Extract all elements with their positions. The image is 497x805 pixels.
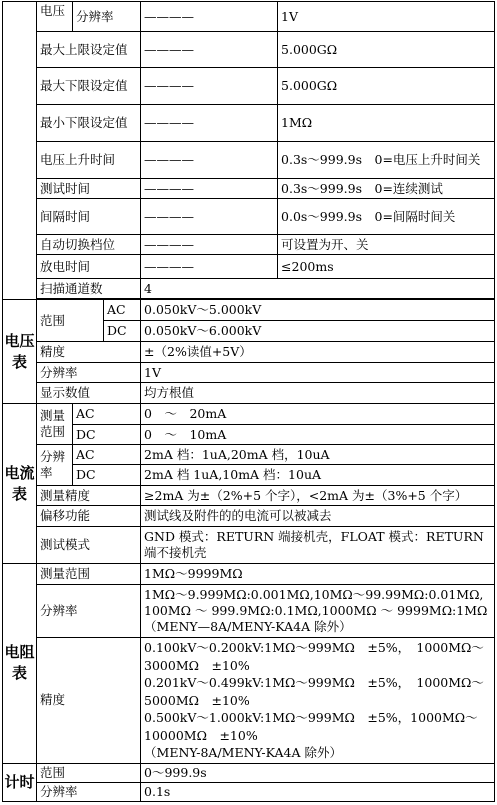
timer-resolution-value: 0.1s [141,782,495,801]
output-dash-max-upper: ———— [141,32,278,68]
ammeter-range-dc-value: 0 ～ 10mA [141,425,495,445]
ammeter-range-ac-label: AC [73,404,141,425]
voltmeter-range-label: 范围 [37,300,104,342]
output-dash-rise-time: ———— [141,142,278,179]
output-label-scan-channels: 扫描通道数 [37,279,141,299]
output-value-resolution: 1V [278,2,495,32]
resistance-acc-line-1: 0.100kV～0.200kV:1MΩ～999MΩ ±5%， 1000MΩ～ [144,640,484,655]
section-resistance: 电阻表 [3,564,37,764]
ammeter-range-ac-value: 0 ～ 20mA [141,404,495,425]
resistance-acc-line-2: 3000MΩ ±10% [144,657,250,673]
ammeter-range-label: 测量范围 [37,404,73,445]
voltage-group-label: 电压 [37,2,73,32]
output-label-resolution: 分辨率 [73,2,141,32]
output-dash-resolution: ———— [141,2,278,32]
ammeter-resolution-label: 分辨率 [37,445,73,486]
resistance-acc-line-3: 0.201kV～0.499kV:1MΩ～999MΩ ±5%， 1000MΩ～ [144,675,484,690]
spec-table [2,1,495,802]
output-label-interval: 间隔时间 [37,199,141,235]
resistance-range-value: 1MΩ～9999MΩ [141,564,495,585]
voltmeter-resolution-label: 分辨率 [37,363,141,383]
ammeter-res-ac-label: AC [73,445,141,465]
ammeter-res-ac-value: 2mA 档：1uA,20mA 档，10uA [141,445,495,465]
resistance-acc-line-5: 0.500kV～1.000kV:1MΩ～999MΩ ±5%，1000MΩ～ [144,710,478,725]
section-ammeter: 电流表 [3,404,37,564]
resistance-accuracy-value [141,638,495,764]
output-label-discharge: 放电时间 [37,255,141,279]
output-label-min-lower: 最小下限设定值 [37,105,141,142]
output-dash-interval: ———— [141,199,278,235]
ammeter-mode-value: GND 模式：RETURN 端接机壳，FLOAT 模式：RETURN 端不接机壳 [141,527,495,564]
timer-resolution-label: 分辨率 [37,782,141,801]
ammeter-mode-label: 测试模式 [37,527,141,564]
ammeter-range-dc-label: DC [73,425,141,445]
ammeter-res-dc-label: DC [73,465,141,486]
section-voltmeter: 电压表 [3,300,37,404]
resistance-resolution-label: 分辨率 [37,585,141,638]
resistance-res-line-3: （MENY—8A/MENY-KA4A 除外） [144,619,352,634]
ammeter-offset-label: 偏移功能 [37,506,141,527]
ammeter-accuracy-value: ≥2mA 为±（2%+5 个字），<2mA 为±（3%+5 个字） [141,486,495,506]
output-label-max-upper: 最大上限设定值 [37,32,141,68]
output-label-max-lower: 最大下限设定值 [37,68,141,105]
output-value-max-upper: 5.000GΩ [278,32,495,68]
output-value-scan-channels: 4 [141,279,495,299]
output-dash-discharge: ———— [141,255,278,279]
resistance-accuracy-label: 精度 [37,638,141,764]
resistance-res-line-1: 1MΩ～9.999MΩ:0.001MΩ,10MΩ～99.99MΩ:0.01MΩ, [144,587,484,602]
resistance-acc-line-7: （MENY-8A/MENY-KA4A 除外） [144,745,342,760]
timer-range-value: 0～999.9s [141,763,495,782]
voltmeter-display-label: 显示数值 [37,383,141,404]
resistance-range-label: 测量范围 [37,564,141,585]
ammeter-res-dc-value: 2mA 档 1uA,10mA 档：10uA [141,465,495,486]
voltmeter-display-value: 均方根值 [141,383,495,404]
section-output-blank [3,2,37,300]
output-label-auto-range: 自动切换档位 [37,235,141,255]
voltmeter-accuracy-label: 精度 [37,342,141,363]
ammeter-offset-value: 测试线及附件的的电流可以被减去 [141,506,495,527]
output-dash-auto-range: ———— [141,235,278,255]
output-dash-test-time: ———— [141,179,278,199]
timer-range-label: 范围 [37,763,141,782]
output-value-rise-time: 0.3s～999.9s 0=电压上升时间关 [278,142,495,179]
voltmeter-accuracy-value: ±（2%读值+5V） [141,342,495,363]
output-value-interval: 0.0s～999.9s 0=间隔时间关 [278,199,495,235]
resistance-acc-line-4: 5000MΩ ±10% [144,692,250,708]
output-label-rise-time: 电压上升时间 [37,142,141,179]
voltmeter-range-dc-value: 0.050kV～6.000kV [141,321,495,342]
output-dash-max-lower: ———— [141,68,278,105]
output-value-discharge: ≤200ms [278,255,495,279]
voltmeter-resolution-value: 1V [141,363,495,383]
voltmeter-range-ac-label: AC [104,300,141,321]
output-value-max-lower: 5.000GΩ [278,68,495,105]
resistance-acc-line-6: 10000MΩ ±10% [144,727,258,743]
output-value-min-lower: 1MΩ [278,105,495,142]
output-dash-min-lower: ———— [141,105,278,142]
ammeter-accuracy-label: 测量精度 [37,486,141,506]
output-label-test-time: 测试时间 [37,179,141,199]
output-value-auto-range: 可设置为开、关 [278,235,495,255]
voltmeter-range-ac-value: 0.050kV～5.000kV [141,300,495,321]
voltmeter-range-dc-label: DC [104,321,141,342]
resistance-res-line-2: 100MΩ ～ 999.9MΩ:0.1MΩ,1000MΩ ～ 9999MΩ:1MΩ [144,603,488,618]
output-value-test-time: 0.3s～999.9s 0=连续测试 [278,179,495,199]
resistance-resolution-value [141,585,495,638]
section-timer: 计时 [3,763,37,801]
